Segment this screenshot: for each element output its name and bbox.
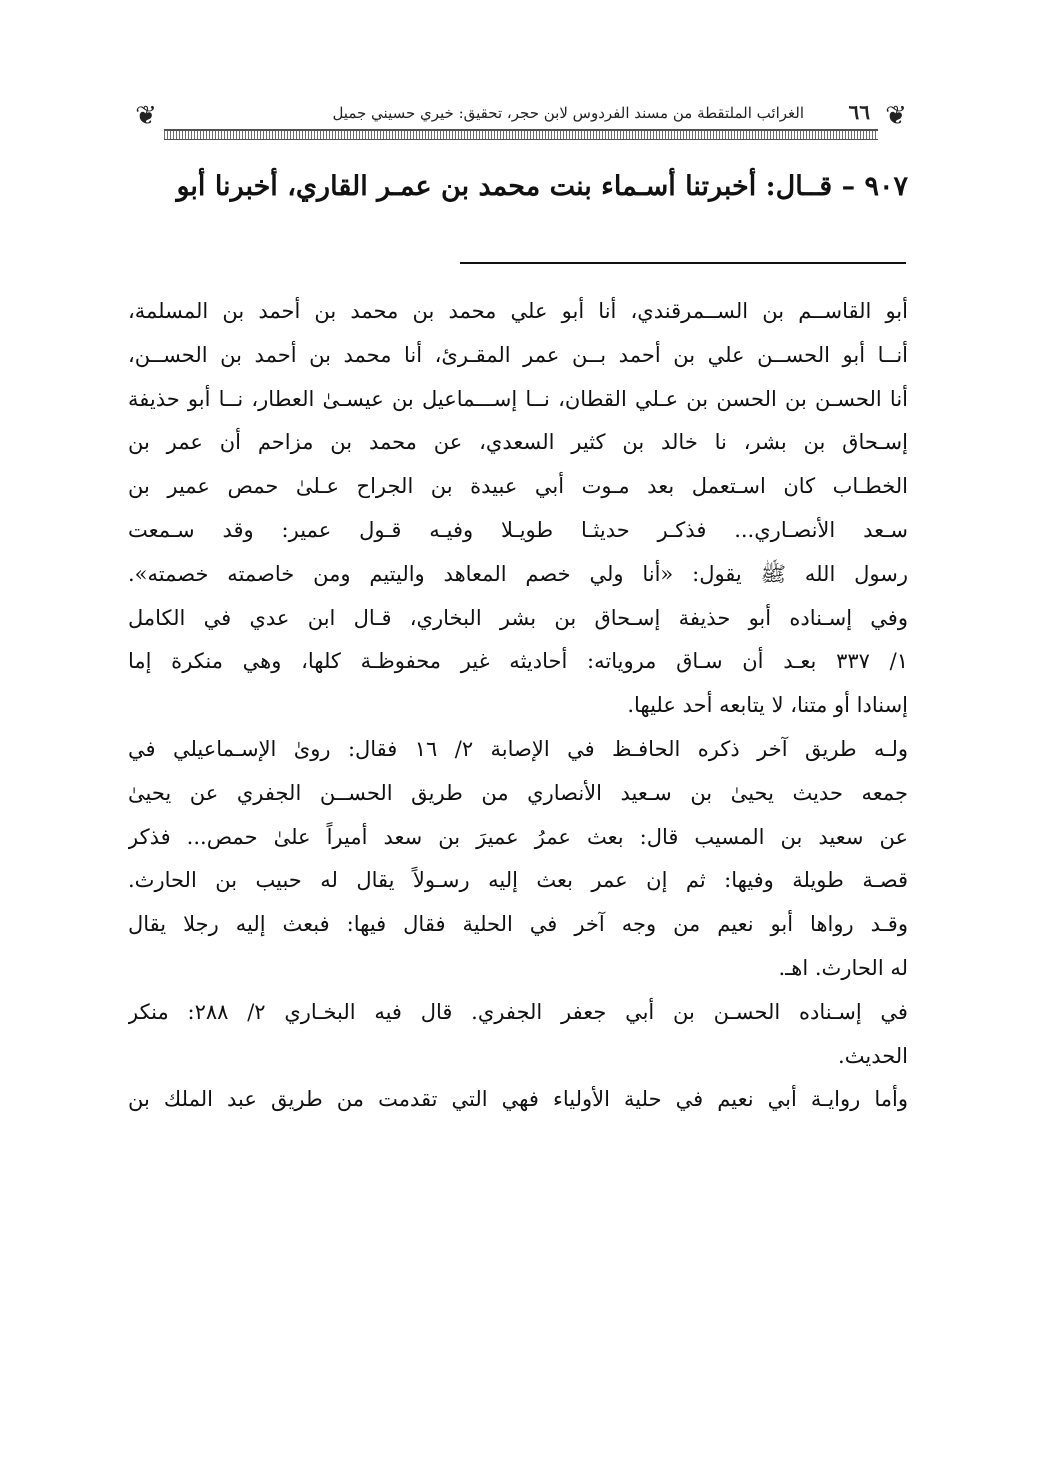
footnote-line: أنــا أبو الحســن علي بن أحمد بــن عمر المقـرئ، أنا محمد بن أحمد بن الحســن، (128, 342, 908, 367)
footnote-line: ولـه طريق آخر ذكره الحافـظ في الإصابة ٢/ ١٦ فقال: روىٰ الإسـماعيلي في (128, 736, 908, 761)
footnote-line: رسول الله ﷺ يقول: «أنا ولي خصم المعاهد واليتيم ومن خاصمته خصمته». (128, 561, 908, 586)
footnote-line: إسنادا أو متنا، لا يتابعه أحد عليها. (627, 693, 908, 718)
page-number: ٦٦ (848, 100, 870, 124)
floral-ornament-icon: ❦ (885, 101, 907, 131)
floral-ornament-icon: ❦ (135, 101, 157, 131)
footnote-line: أنا الحسـن بن الحسن بن عـلي القطان، نــا إســـماعيل بن عيسـىٰ العطار، نــا أبو حذيفة (128, 386, 908, 411)
footnote-line: إسـحاق بن بشر، نا خالد بن كثير السعدي، عن محمد بن مزاحم أن عمر بن (128, 430, 908, 455)
footnote-line: ١/ ٣٣٧ بعـد أن سـاق مروياته: أحاديثه غير محفوظـة كلها، وهي منكرة إما (128, 649, 908, 674)
footnote-line: عن سعيد بن المسيب قال: بعث عمرُ عميرَ بن سعد أميراً علىٰ حمص... فذكر (128, 824, 908, 849)
footnote-line: الخطـاب كان اسـتعمل بعد مـوت أبي عبيدة بن الجراح عـلىٰ حمص عمير بن (128, 474, 908, 499)
footnote-line: وأما روايـة أبي نعيم في حلية الأولياء فهي التي تقدمت من طريق عبد الملك بن (128, 1087, 908, 1112)
hadith-text: ٩٠٧ – قــال: أخبرتنا أسـماء بنت محمد بن عمـر القاري، أخبرنا أبو (176, 171, 908, 202)
footnote-line: قصـة طويلة وفيها: ثم إن عمر بعث إليه رسـولاً يقال له حبيب بن الحارث. (128, 868, 908, 893)
footnote-line: له الحارث. اهـ. (778, 955, 908, 980)
footnotes (128, 290, 908, 1122)
header-decorative-rule (164, 129, 878, 140)
footnote-line: جمعه حديث يحيىٰ بن سـعيد الأنصاري من طريق الحســن الجفري عن يحيىٰ (128, 780, 908, 805)
page-header (128, 96, 914, 144)
footnote-separator (460, 262, 906, 264)
footnote-line: وفي إسـناده أبو حذيفة إسـحاق بن بشر البخاري، قـال ابن عدي في الكامل (128, 605, 908, 630)
footnote-line: سـعد الأنصـاري... فذكـر حديثـا طويـلا وفيـه قـول عمير: وقد سـمعت (128, 517, 908, 542)
footnote-line: وقـد رواها أبو نعيم من وجه آخر في الحلية فقال فيها: فبعث إليه رجلا يقال (128, 912, 908, 937)
footnote-line: في إسـناده الحسـن بن أبي جعفر الجفري. قال فيه البخـاري ٢/ ٢٨٨: منكر (128, 999, 908, 1024)
footnote-line: أبو القاســم بن الســمرقندي، أنا أبو علي محمد بن محمد بن أحمد بن المسلمة، (128, 299, 908, 323)
running-title: الغرائب الملتقطة من مسند الفردوس لابن حجر، تحقيق: خيري حسيني جميل (332, 104, 804, 122)
footnote-line: الحديث. (838, 1043, 908, 1068)
